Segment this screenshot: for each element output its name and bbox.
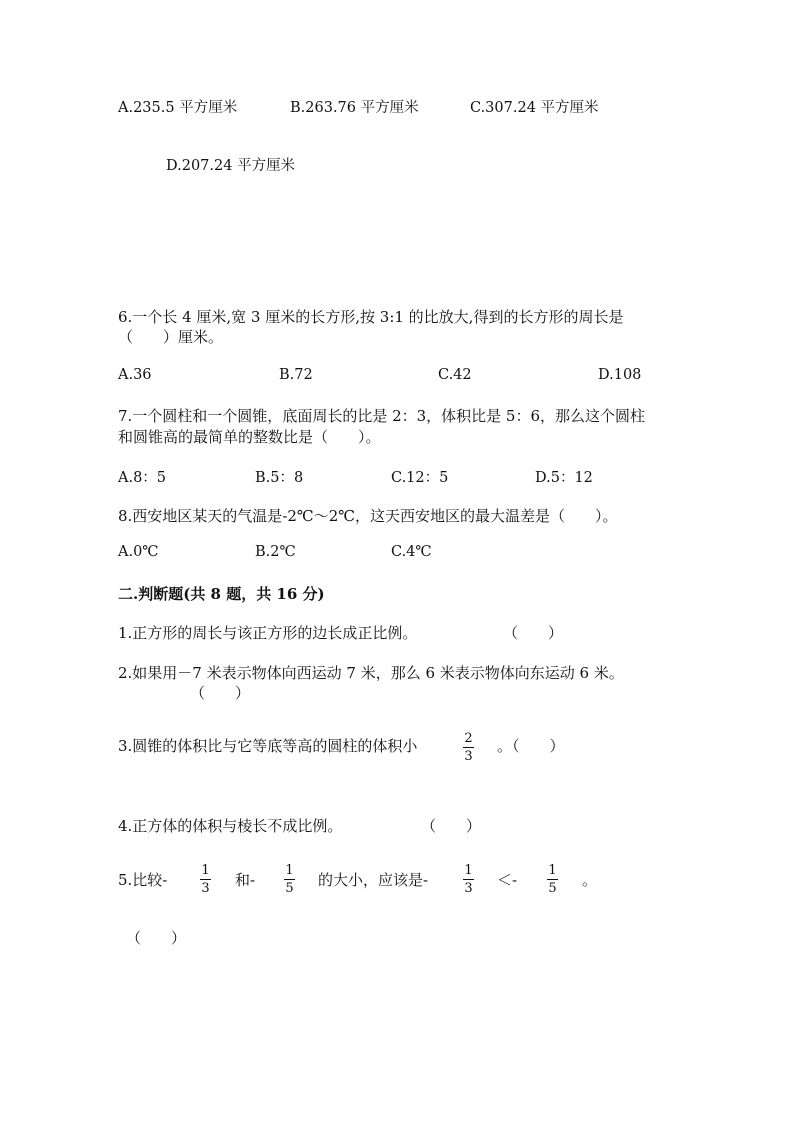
q7-option-d: D.5：12: [535, 470, 593, 486]
tf-q4-text: 4.正方体的体积与棱长不成比例。: [118, 817, 343, 835]
fraction-denominator: 5: [548, 881, 557, 896]
tf-q5-fraction-3: [463, 863, 474, 896]
fraction-denominator: 5: [285, 881, 294, 896]
tf-q5-text-part4: ＜-: [497, 871, 518, 889]
fraction-bar: [284, 879, 295, 880]
q5-option-a: A.235.5 平方厘米: [118, 100, 238, 116]
tf-q3-answer-blank[interactable]: 。（ ）: [497, 737, 565, 755]
q6-stem-line1: 6.一个长 4 厘米,宽 3 厘米的长方形,按 3:1 的比放大,得到的长方形的周长是: [118, 308, 624, 326]
q5-option-c: C.307.24 平方厘米: [470, 100, 599, 116]
tf-q5-text-part2: 和-: [235, 871, 256, 889]
q7-option-a: A.8：5: [118, 470, 167, 486]
tf-q5-fraction-4: [547, 863, 558, 896]
tf-q1-text: 1.正方形的周长与该正方形的边长成正比例。: [118, 624, 418, 642]
fraction-numerator: 1: [285, 863, 294, 878]
tf-q2-answer-blank[interactable]: （ ）: [190, 684, 251, 702]
fraction-denominator: 3: [464, 749, 473, 764]
q8-option-c: C.4℃: [391, 544, 432, 560]
q8-option-a: A.0℃: [118, 544, 159, 560]
q7-option-c: C.12：5: [391, 470, 449, 486]
fraction-bar: [463, 747, 474, 748]
q6-option-d: D.108: [598, 367, 642, 383]
fraction-bar: [547, 879, 558, 880]
tf-q5-text-part1: 5.比较-: [118, 871, 168, 889]
fraction-numerator: 1: [201, 863, 210, 878]
q6-option-c: C.42: [438, 367, 472, 383]
tf-q5-fraction-1: [200, 863, 211, 896]
q7-stem-line1: 7.一个圆柱和一个圆锥，底面周长的比是 2：3，体积比是 5：6，那么这个圆柱: [118, 407, 646, 425]
section-title: 二.判断题(共 8 题，共 16 分): [118, 585, 325, 603]
q6-option-b: B.72: [279, 367, 313, 383]
tf-q5-answer-blank[interactable]: （ ）: [126, 929, 187, 947]
q5-option-d: D.207.24 平方厘米: [166, 158, 296, 174]
fraction-bar: [463, 879, 474, 880]
fraction-numerator: 1: [548, 863, 557, 878]
tf-q1-answer-blank[interactable]: （ ）: [503, 624, 564, 642]
fraction-denominator: 3: [201, 881, 210, 896]
q8-option-b: B.2℃: [255, 544, 296, 560]
q6-option-a: A.36: [118, 367, 152, 383]
tf-q2-text: 2.如果用－7 米表示物体向西运动 7 米，那么 6 米表示物体向东运动 6 米。: [118, 664, 624, 682]
tf-q3-text: 3.圆锥的体积比与它等底等高的圆柱的体积小: [118, 737, 418, 755]
q5-option-b: B.263.76 平方厘米: [290, 100, 419, 116]
q6-stem-line2: （ ）厘米。: [118, 328, 224, 346]
tf-q5-text-part5: 。: [582, 871, 598, 889]
fraction-numerator: 2: [464, 731, 473, 746]
fraction-denominator: 3: [464, 881, 473, 896]
tf-q4-answer-blank[interactable]: （ ）: [421, 817, 482, 835]
tf-q5-fraction-2: [284, 863, 295, 896]
fraction-bar: [200, 879, 211, 880]
q8-stem: 8.西安地区某天的气温是-2℃～2℃，这天西安地区的最大温差是（ ）。: [118, 507, 618, 525]
q7-stem-line2: 和圆锥高的最简单的整数比是（ ）。: [118, 428, 381, 446]
tf-q3-fraction: [463, 731, 474, 764]
tf-q5-text-part3: 的大小，应该是-: [318, 871, 429, 889]
fraction-numerator: 1: [464, 863, 473, 878]
q7-option-b: B.5：8: [255, 470, 304, 486]
